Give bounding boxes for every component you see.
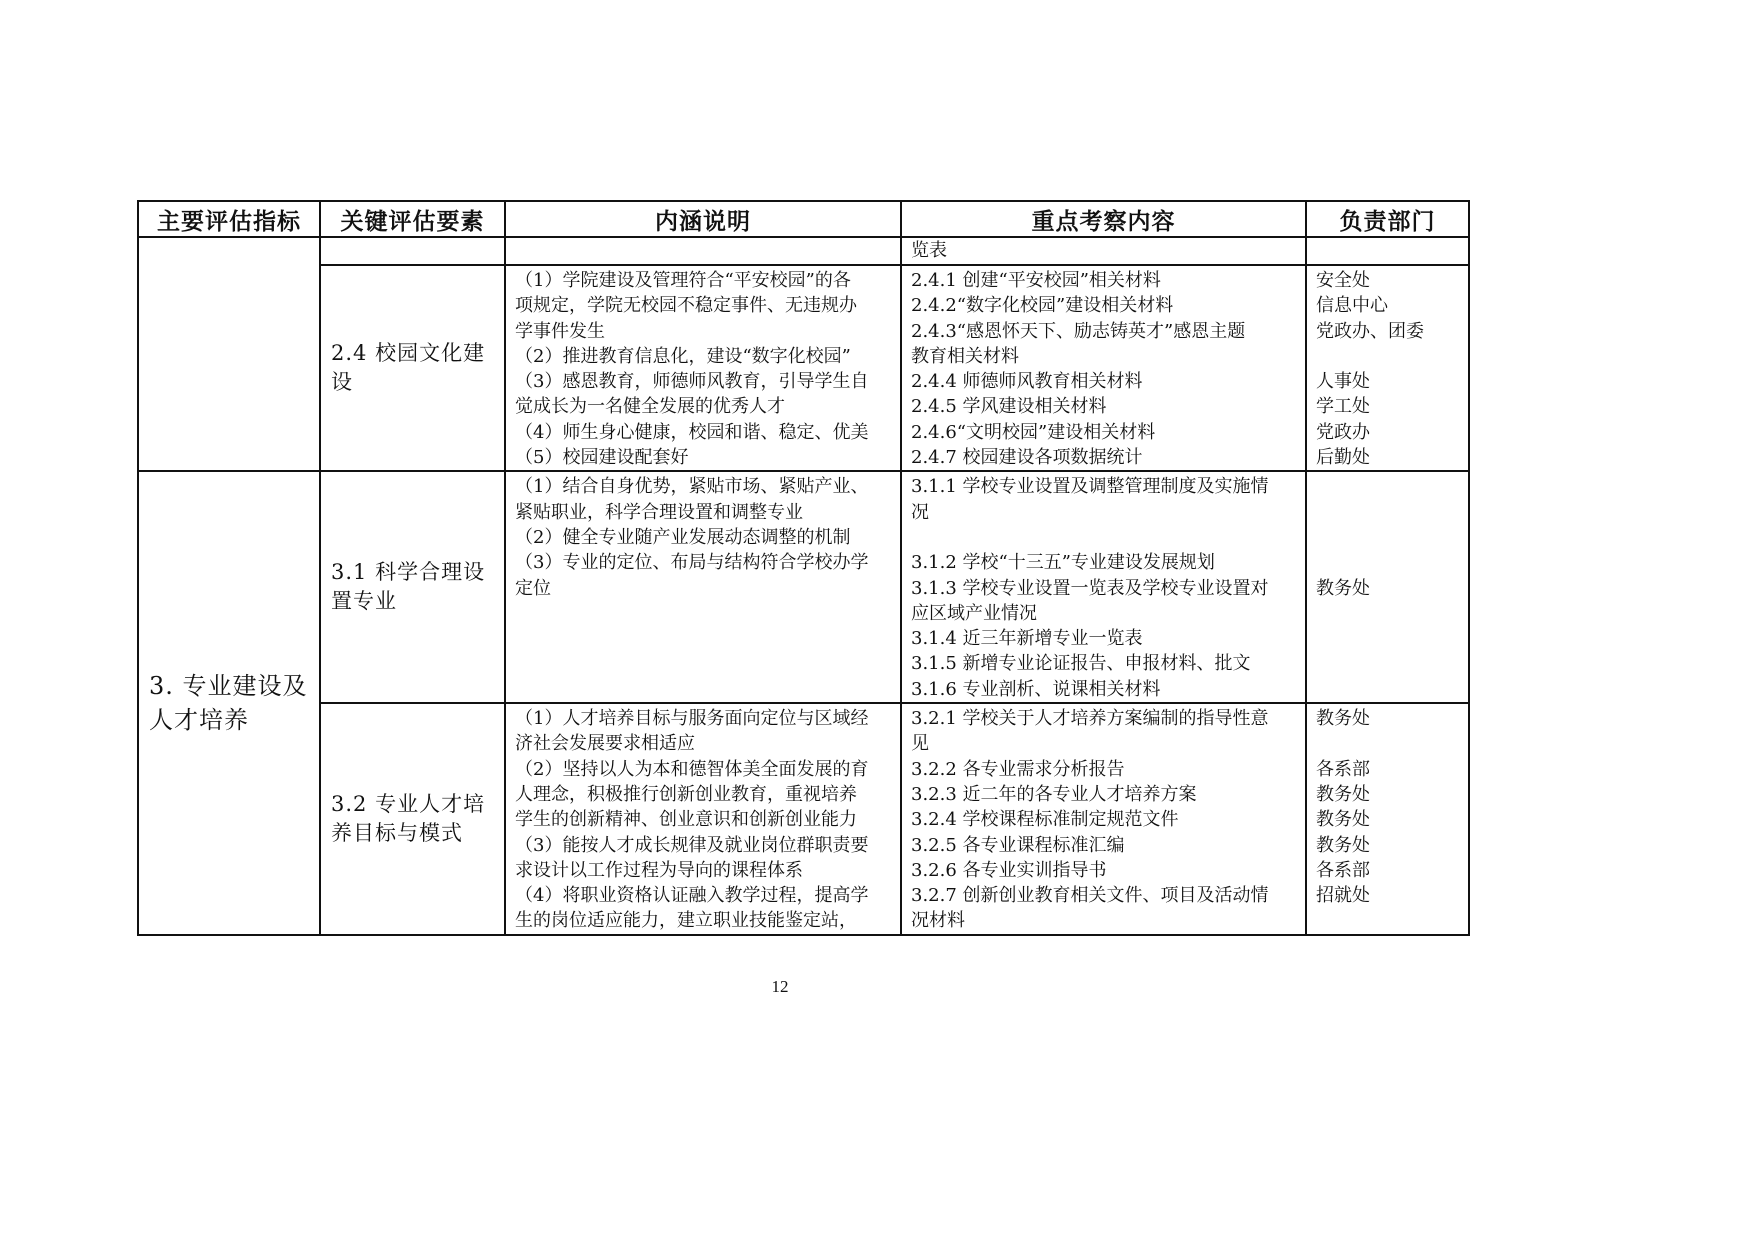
page-number: 12	[771, 977, 789, 996]
table-row	[138, 471, 1469, 703]
description-text: （1）学院建设及管理符合“平安校园”的各 项规定，学院无校园不稳定事件、无违规办 学事件发生 （2）推进教育信息化，建设“数字化校园” （3）感恩教育，师德师风教育，引导学生自 觉成长为一名健全发展的优秀人才 （4）师生身心健康，校园和谐、稳定、优美 （5）校园建设配套好	[515, 270, 869, 469]
description-text: （1）结合自身优势，紧贴市场、紧贴产业、 紧贴职业，科学合理设置和调整专业 （2）健全专业随产业发展动态调整的机制 （3）专业的定位、布局与结构符合学校办学 定位	[515, 476, 869, 599]
table-row	[138, 703, 1469, 935]
header-description: 内涵说明	[505, 201, 901, 237]
content-line: 览表	[911, 240, 947, 261]
key-element-cell	[320, 703, 505, 935]
description-cell	[505, 265, 901, 471]
indicator-text: 3. 专业建设及人才培养	[149, 672, 308, 735]
description-cell	[505, 237, 901, 265]
focus-content-cell	[901, 471, 1306, 703]
table-header-row	[138, 201, 1469, 237]
indicator-cell	[138, 471, 320, 934]
department-cell	[1306, 471, 1469, 703]
department-text: 安全处 信息中心 党政办、团委 人事处 学工处 党政办 后勤处	[1316, 270, 1424, 469]
table-row	[138, 237, 1469, 265]
department-cell	[1306, 703, 1469, 935]
header-key-element: 关键评估要素	[320, 201, 505, 237]
header-indicator: 主要评估指标	[138, 201, 320, 237]
focus-content-cell	[901, 265, 1306, 471]
description-cell	[505, 471, 901, 703]
focus-content-text: 3.2.1 学校关于人才培养方案编制的指导性意 见 3.2.2 各专业需求分析报告 3.2.3 近二年的各专业人才培养方案 3.2.4 学校课程标准制定规范文件 3.2.5 各专业课程标准汇编 3.2.6 各专业实训指导书 3.2.7 创新创业教育相关文件、项目及活动情 况材料	[911, 708, 1269, 932]
key-element-cell	[320, 471, 505, 703]
key-element-cell	[320, 237, 505, 265]
focus-content-text: 3.1.1 学校专业设置及调整管理制度及实施情 况 3.1.2 学校“十三五”专业建设发展规划 3.1.3 学校专业设置一览表及学校专业设置对 应区域产业情况 3.1.4 近三年新增专业一览表 3.1.5 新增专业论证报告、申报材料、批文 3.1.6 专业剖析、说课相关材料	[911, 476, 1269, 700]
key-element-text: 3.2 专业人才培养目标与模式	[331, 791, 486, 845]
focus-content-text: 2.4.1 创建“平安校园”相关材料 2.4.2“数字化校园”建设相关材料 2.4.3“感恩怀天下、励志铸英才”感恩主题 教育相关材料 2.4.4 师德师风教育相关材料 2.4.5 学风建设相关材料 2.4.6“文明校园”建设相关材料 2.4.7 校园建设各项数据统计	[911, 270, 1246, 469]
description-cell	[505, 703, 901, 935]
header-department: 负责部门	[1306, 201, 1469, 237]
department-text: 教务处	[1316, 577, 1370, 599]
key-element-text: 2.4 校园文化建设	[331, 341, 486, 395]
description-text: （1）人才培养目标与服务面向定位与区域经 济社会发展要求相适应 （2）坚持以人为本和德智体美全面发展的育 人理念，积极推行创新创业教育，重视培养 学生的创新精神、创业意识和创新创业能力 （3）能按人才成长规律及就业岗位群职责要 求设计以工作过程为导向的课程体系 （4）将职业资格认证融入教学过程，提高学 生的岗位适应能力，建立职业技能鉴定站，	[515, 708, 869, 932]
key-element-cell	[320, 265, 505, 471]
department-cell	[1306, 265, 1469, 471]
department-cell	[1306, 237, 1469, 265]
department-text: 教务处 各系部 教务处 教务处 教务处 各系部 招就处	[1316, 708, 1370, 907]
indicator-cell-continued	[138, 237, 320, 471]
focus-content-cell	[901, 237, 1306, 265]
focus-content-cell	[901, 703, 1306, 935]
header-focus-content: 重点考察内容	[901, 201, 1306, 237]
key-element-text: 3.1 科学合理设置专业	[331, 560, 486, 614]
table-row	[138, 265, 1469, 471]
evaluation-table	[137, 200, 1470, 936]
